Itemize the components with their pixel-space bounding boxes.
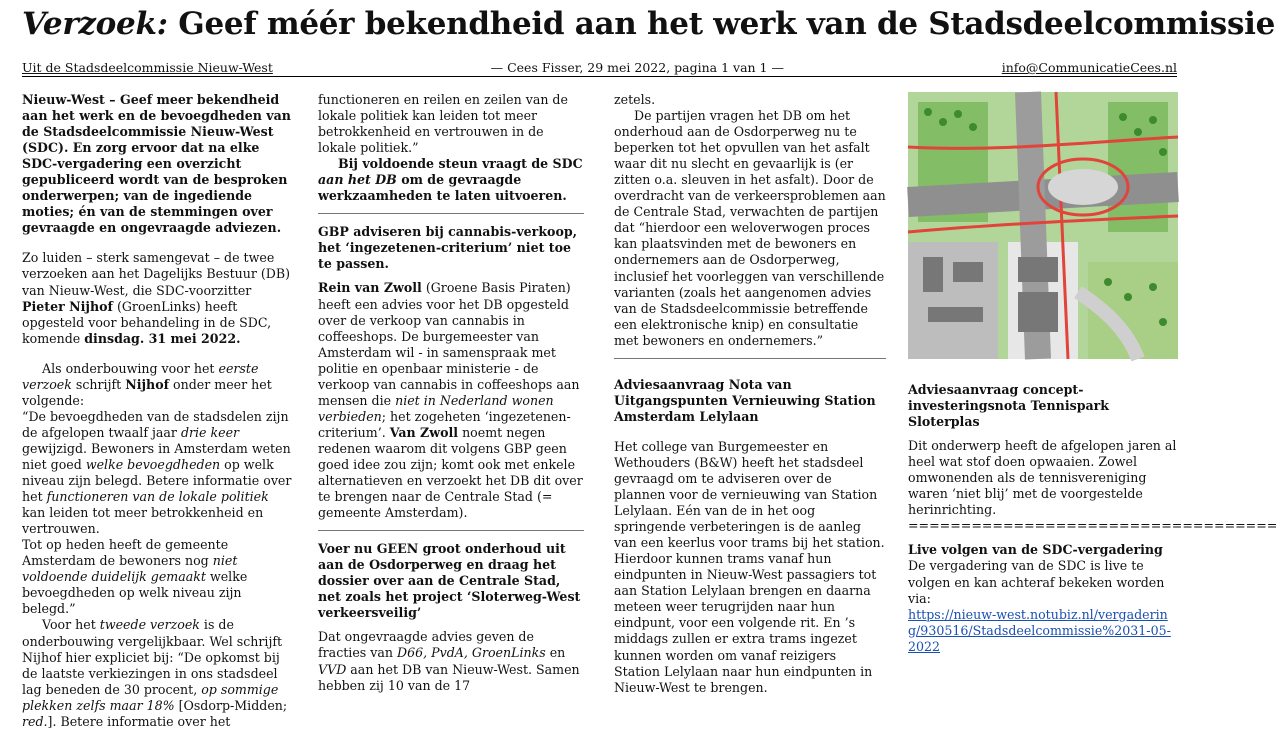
text: Bij voldoende steun vraagt de SDC: [338, 156, 583, 172]
text: ]. Betere informatie over het: [47, 713, 231, 729]
name-van-zwoll: Rein van Zwoll: [318, 280, 422, 296]
text: op welk niveau zijn belegd. Betere informatie over het: [22, 456, 292, 505]
text: (GroenLinks) heeft opgesteld voor behandeling in de SDC, komende: [22, 298, 272, 346]
station-site-plan-image: [908, 92, 1178, 359]
emphasis: aan het DB: [318, 172, 397, 188]
text: gewijzigd. Bewoners in Amsterdam weten niet goed: [22, 440, 291, 472]
quote-2: [22, 537, 292, 617]
map-block-sw: [908, 242, 998, 359]
text: aan het DB van Nieuw-West. Samen hebben zij 10 van de 17: [318, 661, 580, 693]
section-body-live: De vergadering van de SDC is live te volgen en kan achteraf bekeken worden via:: [908, 558, 1165, 606]
text: Dat ongevraagde advies geven de fracties van: [318, 629, 534, 661]
name-nijhof: Pieter Nijhof: [22, 298, 113, 314]
text: Als onderbouwing voor het: [42, 360, 219, 376]
emphasis: red.: [22, 713, 48, 729]
paragraph-steun: [318, 156, 584, 204]
section-body-osdorperweg: [318, 629, 584, 693]
emphasis: niet voldoende duidelijk gemaakt: [22, 553, 238, 585]
column-1: [22, 92, 292, 730]
text: schrijft: [71, 376, 126, 392]
emphasis: functioneren van de lokale politiek: [46, 489, 269, 505]
text: Tot op heden heeft de gemeente Amsterdam de bewoners nog: [22, 537, 229, 569]
section-separator: ===================================: [908, 518, 1277, 534]
section-divider: [614, 358, 886, 359]
emphasis: op sommige plekken zelfs maar 18%: [22, 681, 279, 713]
section-heading-tennispark: Adviesaanvraag concept-investeringsnota Tennispark Sloterplas: [908, 382, 1110, 430]
text: ; het zogeheten ‘ingezetenen-criterium’.: [318, 408, 571, 440]
text: [Osdorp-Midden;: [174, 697, 288, 713]
emphasis: niet in Nederland wonen verbieden: [318, 392, 554, 424]
lead-paragraph: Nieuw-West – Geef meer bekendheid aan het werk en de bevoegdheden van de Stadsdeelcommissie Nieuw-West (SDC). En zorg ervoor dat na elke SDC-vergadering een overzicht gepubliceerd wordt van de besproken onderwerpen; van de ingediende moties; én van de stemmingen over gevraagde en ongevraagde adviezen.: [22, 92, 291, 236]
text: Voor het: [42, 617, 100, 633]
paragraph-osdorperweg: De partijen vragen het DB om het onderhoud aan de Osdorperweg nu te beperken tot het opvullen van het asfalt waar dit nu slecht en gevaarlijk is (er zitten o.a. sleuven in het asfalt). Door de overdracht van de verkeersproblemen aan de Centrale Stad, verwachten de partijen dat “hierdoor een weloverwogen proces kan plaatsvinden met de bewoners en ondernemers aan de Osdorperweg, inclusief het voorleggen van verschillende varianten (zoals het aangenomen advies van de Stadsdeelcommissie betreffende een elektronische knip) en consultatie met bewoners en ondernemers.”: [614, 108, 886, 348]
text: noemt negen redenen waarom dit volgens GBP geen goed idee zou zijn; komt ook met enkele alternatieven en verzoekt het DB dit over te brengen naar de Centrale Stad (= gemeente Amsterdam).: [318, 424, 583, 521]
byline-author-date: — Cees Fisser, 29 mei 2022, pagina 1 van 1 —: [490, 60, 784, 75]
name: Nijhof: [125, 376, 170, 392]
section-body-gbp: [318, 280, 584, 521]
section-heading-lelylaan: Adviesaanvraag Nota van Uitgangspunten Vernieuwing Station Amsterdam Lelylaan: [614, 376, 876, 424]
text: Zo luiden – sterk samengevat – de twee verzoeken aan het Dagelijks Bestuur (DB) van Nieuw-West, die SDC-voorzitter: [22, 250, 291, 298]
column-4: [908, 382, 1277, 655]
paragraph-continued: functioneren en reilen en zeilen van de lokale politiek kan leiden tot meer betrokkenheid en vertrouwen in de lokale politiek.”: [318, 92, 568, 156]
headline: [22, 6, 1276, 42]
map-station-plaza: [1048, 169, 1118, 205]
section-body-lelylaan: Het college van Burgemeester en Wethouders (B&W) heeft het stadsdeel gevraagd om te adviseren over de plannen voor de vernieuwing van Station Lelylaan. Eén van de in het oog springende verbeteringen is de aanleg van een keerlus voor trams bij het station. Hierdoor kunnen trams vanaf hun eindpunten in Nieuw-West passagiers tot aan Station Lelylaan brengen en daarna meteen weer terugrijden naar hun eindpunt, voor een volgende rit. En ’s middags zullen er extra trams ingezet kunnen worden om vanaf reizigers Station Lelylaan naar hun eindpunten in Nieuw-West te brengen.: [614, 438, 885, 695]
intro-paragraph: [22, 250, 292, 346]
headline-prefix: Verzoek:: [22, 6, 168, 42]
column-2: [318, 92, 584, 694]
section-divider: [318, 213, 584, 214]
name: Van Zwoll: [389, 424, 459, 440]
meeting-video-link[interactable]: https://nieuw-west.notubiz.nl/vergadering/930516/Stadsdeelcommissie%2031-05-2022: [908, 606, 1171, 654]
paragraph-tweede-verzoek: [22, 617, 292, 729]
text: onder meer het volgende:: [22, 376, 272, 408]
emphasis: drie keer: [180, 424, 240, 440]
byline-email[interactable]: info@CommunicatieCees.nl: [1001, 60, 1177, 75]
text: welke bevoegdheden op welk niveau zijn belegd.”: [22, 569, 248, 617]
section-divider: [318, 530, 584, 531]
text: (Groene Basis Piraten) heeft een advies voor het DB opgesteld over de verkoop van cannabis in coffeeshops. De burgemeester van Amsterdam wil - in samenspraak met politie en openbaar ministerie - de verkoop van cannabis in coffeeshops aan mensen die: [318, 280, 580, 408]
quote-1: [22, 409, 292, 537]
emphasis: D66, PvdA, GroenLinks: [397, 645, 546, 661]
emphasis: tweede verzoek: [99, 617, 200, 633]
text: om de gevraagde werkzaamheden te laten uitvoeren.: [318, 172, 567, 204]
section-heading-gbp: GBP adviseren bij cannabis-verkoop, het ‘ingezetenen-criterium’ niet toe te passen.: [318, 224, 578, 272]
text: kan leiden tot meer betrokkenheid en vertrouwen.: [22, 505, 264, 537]
emphasis: welke bevoegdheden: [85, 456, 221, 472]
meeting-date: dinsdag. 31 mei 2022.: [84, 330, 241, 346]
paragraph-continued: zetels.: [614, 92, 656, 107]
headline-text: Geef méér bekendheid aan het werk van de Stadsdeelcommissie: [167, 6, 1276, 42]
section-body-tennispark: Dit onderwerp heeft de afgelopen jaren al heel wat stof doen opwaaien. Zowel omwonenden als de tennisvereniging waren ‘niet blij’ met de voorgestelde herinrichting.: [908, 438, 1177, 518]
byline-source: Uit de Stadsdeelcommissie Nieuw-West: [22, 60, 273, 75]
emphasis: VVD: [318, 661, 347, 677]
text: en: [545, 645, 566, 661]
section-heading-live: Live volgen van de SDC-vergadering: [908, 542, 1163, 558]
text: is de onderbouwing vergelijkbaar. Wel schrijft Nijhof hier expliciet bij: “De opkomst bij de laatste verkiezingen in ons stadsdeel lag beneden de 30 procent,: [22, 617, 283, 697]
byline: [22, 60, 1177, 77]
column-3: [614, 92, 886, 696]
text: “De bevoegdheden van de stadsdelen zijn de afgelopen twaalf jaar: [22, 408, 289, 440]
emphasis: eerste verzoek: [22, 360, 259, 392]
paragraph-onderbouwing: [22, 361, 292, 409]
section-heading-osdorperweg: Voer nu GEEN groot onderhoud uit aan de Osdorperweg en draag het dossier over aan de Centrale Stad, net zoals het project ‘Sloterweg-West verkeersveilig’: [318, 541, 581, 621]
